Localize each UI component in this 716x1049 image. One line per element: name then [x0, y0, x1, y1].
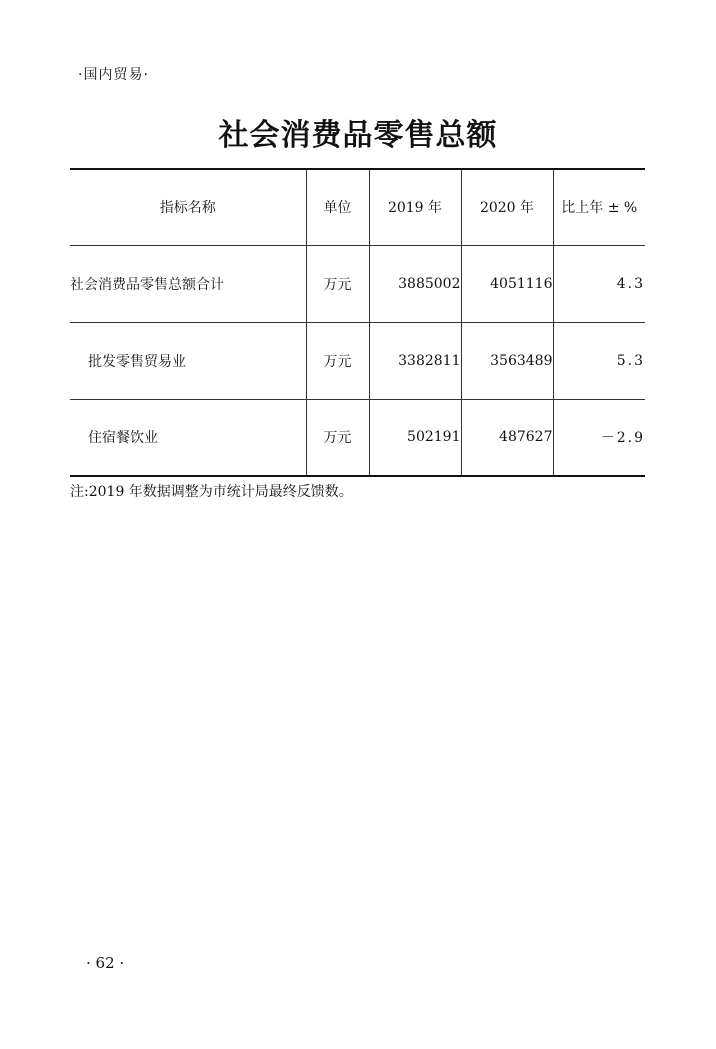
row-change: 4.3: [553, 245, 645, 322]
row-value-2020: 4051116: [461, 245, 553, 322]
row-change: －2.9: [553, 399, 645, 476]
row-value-2020: 487627: [461, 399, 553, 476]
column-header-indicator: 指标名称: [70, 169, 306, 245]
page-number: · 62 ·: [86, 954, 125, 972]
row-change: 5.3: [553, 322, 645, 399]
row-unit: 万元: [306, 322, 369, 399]
table-row: [70, 399, 645, 476]
table-row: [70, 245, 645, 322]
table-row: [70, 322, 645, 399]
row-value-2019: 502191: [369, 399, 461, 476]
row-name: 社会消费品零售总额合计: [70, 245, 306, 322]
row-value-2019: 3382811: [369, 322, 461, 399]
row-value-2020: 3563489: [461, 322, 553, 399]
column-header-2020: 2020 年: [461, 169, 553, 245]
table-note: 注:2019 年数据调整为市统计局最终反馈数。: [70, 484, 353, 500]
row-value-2019: 3885002: [369, 245, 461, 322]
row-name: 批发零售贸易业: [70, 322, 306, 399]
row-name: 住宿餐饮业: [70, 399, 306, 476]
section-header: ·国内贸易·: [78, 67, 149, 83]
column-header-change: 比上年 ± %: [553, 169, 645, 245]
column-header-2019: 2019 年: [369, 169, 461, 245]
column-header-unit: 单位: [306, 169, 369, 245]
row-unit: 万元: [306, 399, 369, 476]
data-table: [70, 168, 645, 477]
table-header-row: [70, 169, 645, 245]
row-unit: 万元: [306, 245, 369, 322]
page-title: 社会消费品零售总额: [218, 118, 498, 153]
